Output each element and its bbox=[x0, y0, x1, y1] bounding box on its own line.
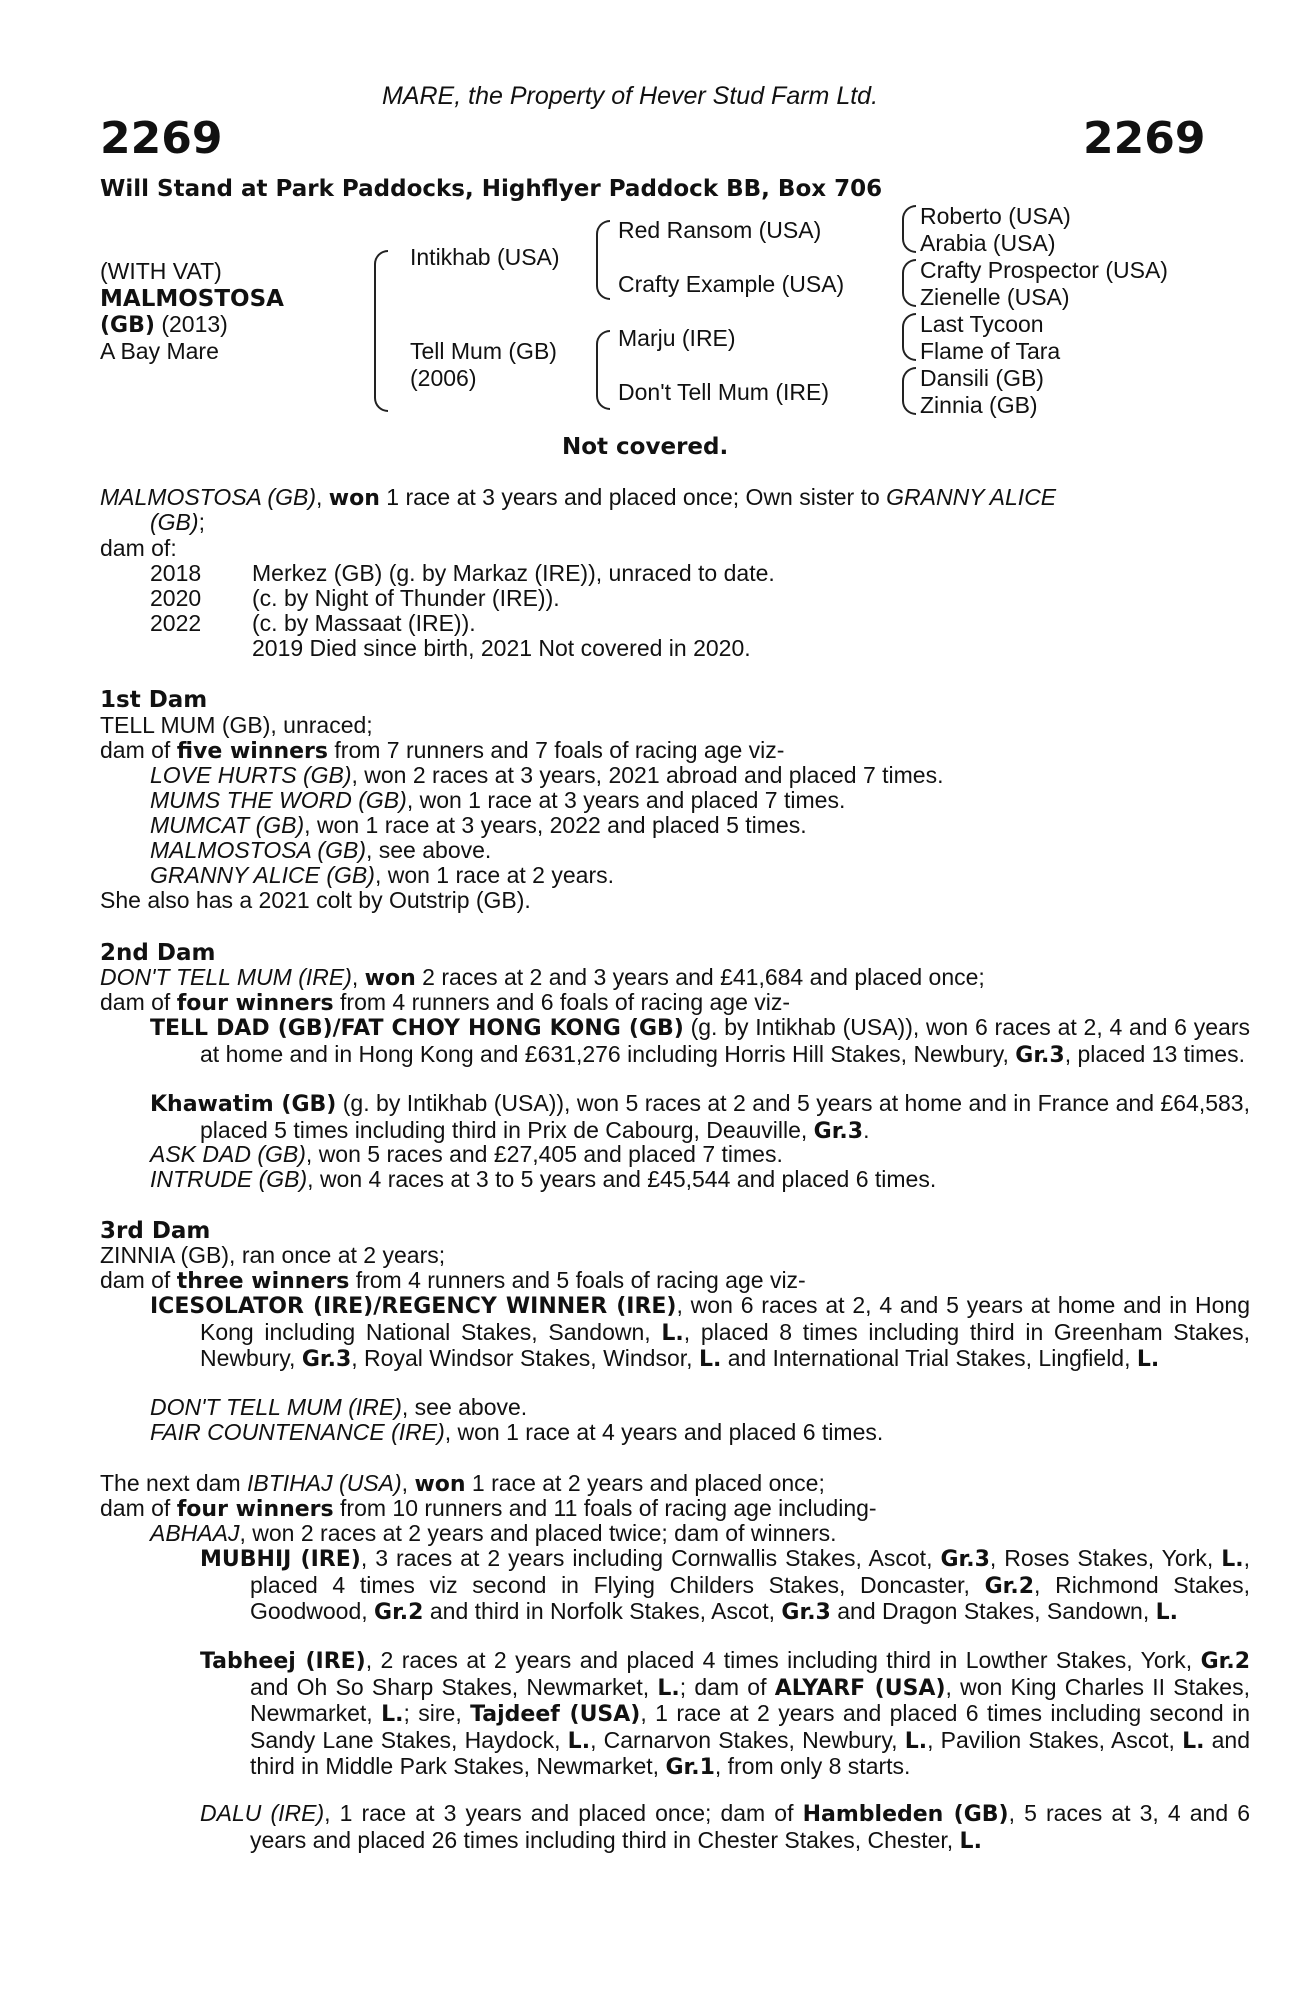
foal-2022: (c. by Massaat (IRE)). bbox=[252, 610, 476, 636]
pedigree-brace-3a bbox=[902, 205, 916, 253]
offspring-ask-dad: ASK DAD (GB), won 5 races and £27,405 and placed 7 times. bbox=[150, 1141, 783, 1167]
foal-2018: Merkez (GB) (g. by Markaz (IRE)), unraced to date. bbox=[252, 560, 775, 586]
lot-number-right: 2269 bbox=[1083, 113, 1206, 164]
offspring-tabheej: Tabheej (IRE), 2 races at 2 years and placed 4 times including third in Lowther Stakes, York, Gr.2 and Oh So Sharp Stakes, Newmarket, L.; dam of ALYARF (USA), won King Charles II Stakes, Newmarket, L.; sire, Tajdeef (USA), 1 race at 2 years and placed 6 times including second in Sandy Lane Stakes, Haydock, L., Carnarvon Stakes, Newbury, L., Pavilion Stakes, Ascot, L. and third in Middle Park Stakes, Newmarket, Gr.1, from only 8 starts. bbox=[200, 1647, 1251, 1780]
first-dam-line: TELL MUM (GB), unraced; bbox=[100, 712, 373, 738]
offspring-mumcat: MUMCAT (GB), won 1 race at 3 years, 2022 and placed 5 times. bbox=[150, 812, 807, 838]
vat-note: (WITH VAT) bbox=[100, 258, 222, 284]
third-dam-heading: 3rd Dam bbox=[100, 1218, 211, 1244]
offspring-tell-dad: TELL DAD (GB)/FAT CHOY HONG KONG (GB) (g. by Intikhab (USA)), won 6 races at 2, 4 and 6 years at home and in Hong Kong and £631,276 including Horris Hill Stakes, Newbury, Gr.3, placed 13 times. bbox=[150, 1014, 1250, 1068]
pedigree-dam-year: (2006) bbox=[410, 365, 477, 391]
foal-2020: (c. by Night of Thunder (IRE)). bbox=[252, 585, 560, 611]
pedigree-grandsire-3: Marju (IRE) bbox=[618, 325, 736, 351]
offspring-malmostosa: MALMOSTOSA (GB), see above. bbox=[150, 837, 492, 863]
offspring-dont-tell-mum: DON'T TELL MUM (IRE), see above. bbox=[150, 1394, 528, 1420]
pedigree-ggs-6: Flame of Tara bbox=[920, 338, 1061, 364]
offspring-mubhij: MUBHIJ (IRE), 3 races at 2 years including Cornwallis Stakes, Ascot, Gr.3, Roses Stakes, York, L., placed 4 times viz second in Flying Childers Stakes, Doncaster, Gr.2, Richmond Stakes, Goodwood, Gr.2 and third in Norfolk Stakes, Ascot, Gr.3 and Dragon Stakes, Sandown, L. bbox=[200, 1545, 1250, 1625]
pedigree-ggs-4: Zienelle (USA) bbox=[920, 284, 1070, 310]
first-dam-note: She also has a 2021 colt by Outstrip (GB). bbox=[100, 887, 531, 913]
first-dam-produce: dam of five winners from 7 runners and 7 foals of racing age viz- bbox=[100, 737, 785, 764]
covering-status: Not covered. bbox=[562, 434, 729, 460]
horse-year: (2013) bbox=[154, 311, 228, 337]
horse-name: MALMOSTOSA bbox=[100, 286, 284, 312]
dam-of-label: dam of: bbox=[100, 535, 177, 561]
offspring-dalu: DALU (IRE), 1 race at 3 years and placed once; dam of Hambleden (GB), 5 races at 3, 4 and 6 years and placed 26 times including third in Chester Stakes, Chester, L. bbox=[200, 1800, 1251, 1854]
second-dam-heading: 2nd Dam bbox=[100, 940, 216, 966]
pedigree-brace-1 bbox=[374, 250, 388, 412]
third-dam-produce: dam of three winners from 4 runners and 5 foals of racing age viz- bbox=[100, 1267, 806, 1294]
offspring-fair-countenance: FAIR COUNTENANCE (IRE), won 1 race at 4 years and placed 6 times. bbox=[150, 1419, 884, 1445]
third-dam-line: ZINNIA (GB), ran once at 2 years; bbox=[100, 1242, 446, 1268]
lot-number-left: 2269 bbox=[100, 113, 223, 164]
pedigree-brace-3d bbox=[902, 367, 916, 415]
offspring-khawatim: Khawatim (GB) (g. by Intikhab (USA)), won 5 races at 2 and 5 years at home and in France and £64,583, placed 5 times including third in Prix de Cabourg, Deauville, Gr.3. bbox=[150, 1090, 1250, 1144]
pedigree-brace-2b bbox=[596, 330, 610, 410]
pedigree-grandsire-4: Don't Tell Mum (IRE) bbox=[618, 379, 830, 405]
horse-origin-year bbox=[100, 312, 228, 339]
stand-location: Will Stand at Park Paddocks, Highflyer Paddock BB, Box 706 bbox=[100, 176, 883, 202]
pedigree-dam: Tell Mum (GB) bbox=[410, 338, 557, 364]
offspring-abhaaj: ABHAAJ, won 2 races at 2 years and placed twice; dam of winners. bbox=[150, 1520, 837, 1546]
offspring-granny-alice: GRANNY ALICE (GB), won 1 race at 2 years. bbox=[150, 862, 615, 888]
next-dam-line: The next dam IBTIHAJ (USA), won 1 race at 2 years and placed once; bbox=[100, 1470, 825, 1497]
pedigree-ggs-3: Crafty Prospector (USA) bbox=[920, 257, 1168, 283]
offspring-intrude: INTRUDE (GB), won 4 races at 3 to 5 years and £45,544 and placed 6 times. bbox=[150, 1166, 937, 1192]
second-dam-line: DON'T TELL MUM (IRE), won 2 races at 2 and 3 years and £41,684 and placed once; bbox=[100, 964, 985, 991]
pedigree-grandsire-2: Crafty Example (USA) bbox=[618, 271, 845, 297]
pedigree-sire: Intikhab (USA) bbox=[410, 244, 560, 270]
pedigree-ggs-2: Arabia (USA) bbox=[920, 230, 1056, 256]
intro-line-2: (GB); bbox=[150, 509, 205, 535]
pedigree-brace-2a bbox=[596, 220, 610, 300]
offspring-icesolator: ICESOLATOR (IRE)/REGENCY WINNER (IRE), won 6 races at 2, 4 and 5 years at home and in Hong Kong including National Stakes, Sandown, L., placed 8 times including third in Greenham Stakes, Newbury, Gr.3, Royal Windsor Stakes, Windsor, L. and International Trial Stakes, Lingfield, L. bbox=[150, 1292, 1250, 1372]
foal-year-2020: 2020 bbox=[150, 585, 202, 611]
pedigree-ggs-5: Last Tycoon bbox=[920, 311, 1044, 337]
pedigree-ggs-8: Zinnia (GB) bbox=[920, 392, 1038, 418]
pedigree-ggs-1: Roberto (USA) bbox=[920, 203, 1071, 229]
offspring-love-hurts: LOVE HURTS (GB), won 2 races at 3 years, 2021 abroad and placed 7 times. bbox=[150, 762, 944, 788]
pedigree-ggs-7: Dansili (GB) bbox=[920, 365, 1044, 391]
sale-subtitle: MARE, the Property of Hever Stud Farm Ltd. bbox=[382, 82, 879, 110]
intro-line: MALMOSTOSA (GB), won 1 race at 3 years and placed once; Own sister to GRANNY ALICE bbox=[100, 484, 1057, 511]
foal-year-2018: 2018 bbox=[150, 560, 202, 586]
foal-year-2022: 2022 bbox=[150, 610, 202, 636]
horse-description: A Bay Mare bbox=[100, 338, 219, 364]
horse-origin: (GB) bbox=[100, 313, 155, 338]
foal-note: 2019 Died since birth, 2021 Not covered in 2020. bbox=[252, 635, 751, 661]
pedigree-grandsire-1: Red Ransom (USA) bbox=[618, 217, 822, 243]
first-dam-heading: 1st Dam bbox=[100, 687, 208, 713]
pedigree-brace-3b bbox=[902, 259, 916, 307]
second-dam-produce: dam of four winners from 4 runners and 6 foals of racing age viz- bbox=[100, 989, 791, 1016]
pedigree-brace-3c bbox=[902, 313, 916, 361]
next-dam-produce: dam of four winners from 10 runners and 11 foals of racing age including- bbox=[100, 1495, 877, 1522]
offspring-mums-the-word: MUMS THE WORD (GB), won 1 race at 3 years and placed 7 times. bbox=[150, 787, 846, 813]
